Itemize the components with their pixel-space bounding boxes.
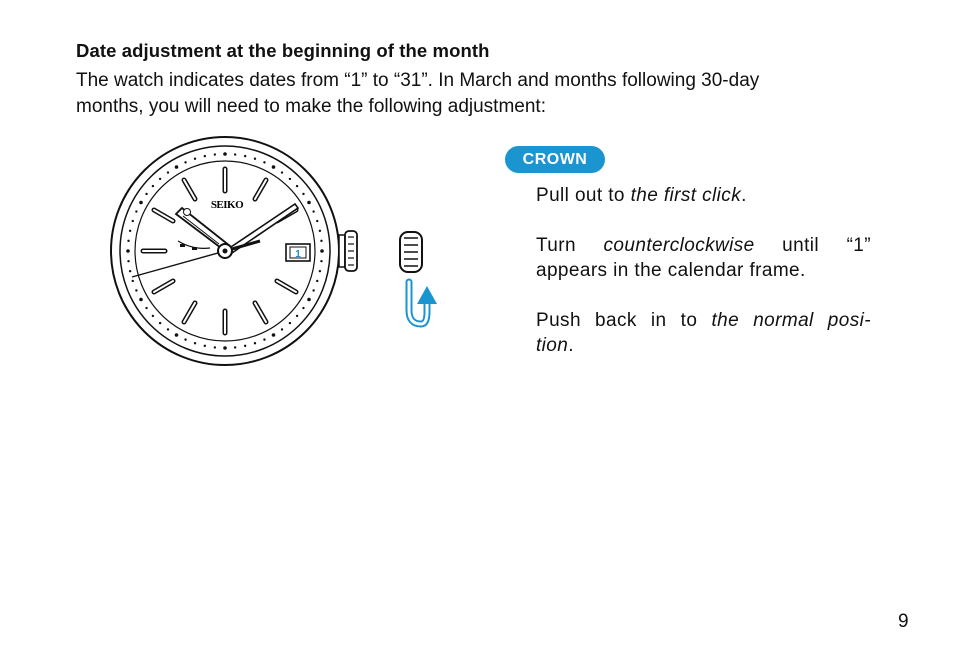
minute-dot bbox=[152, 185, 154, 187]
minute-dot bbox=[263, 161, 265, 163]
minute-dot bbox=[316, 280, 318, 282]
minute-dot bbox=[302, 193, 304, 195]
minute-dot bbox=[307, 298, 311, 302]
crown-icon bbox=[400, 232, 422, 272]
minute-dot bbox=[204, 155, 206, 157]
minute-dot bbox=[214, 346, 216, 348]
minute-dot bbox=[129, 230, 131, 232]
counterclockwise-arrow-icon bbox=[409, 282, 437, 324]
step-turn-line-1: Turn counterclockwise until “1” bbox=[536, 235, 872, 256]
minute-dot bbox=[272, 333, 276, 337]
minute-dot bbox=[139, 201, 143, 205]
minute-dot bbox=[319, 270, 321, 272]
minute-dot bbox=[244, 345, 246, 347]
step-push-line-1: Push back in to the normal posi- bbox=[536, 310, 871, 331]
crown-label-badge: CROWN bbox=[505, 146, 605, 173]
minute-dot bbox=[145, 193, 147, 195]
minute-dot bbox=[307, 201, 311, 205]
minute-dot bbox=[320, 249, 324, 253]
minute-dot bbox=[194, 342, 196, 344]
minute-dot bbox=[159, 178, 161, 180]
intro-paragraph bbox=[76, 68, 896, 120]
minute-dot bbox=[302, 307, 304, 309]
minute-dot bbox=[127, 240, 129, 242]
minute-dot bbox=[296, 315, 298, 317]
watch-brand-logo: SEIKO bbox=[210, 199, 244, 211]
minute-dot bbox=[159, 322, 161, 324]
crown-on-case bbox=[339, 231, 357, 271]
minute-dot bbox=[214, 153, 216, 155]
minute-dot bbox=[244, 155, 246, 157]
step-push-back bbox=[536, 308, 871, 358]
minute-dot bbox=[204, 345, 206, 347]
minute-dot bbox=[234, 153, 236, 155]
minute-dot bbox=[152, 315, 154, 317]
minute-dot bbox=[175, 333, 179, 337]
minute-dot bbox=[139, 298, 143, 302]
minute-dot bbox=[281, 328, 283, 330]
minute-dot bbox=[223, 152, 227, 156]
minute-dot bbox=[312, 210, 314, 212]
minute-dot bbox=[281, 171, 283, 173]
minute-dot bbox=[175, 165, 179, 169]
minute-dot bbox=[312, 289, 314, 291]
minute-dot bbox=[319, 230, 321, 232]
minute-dot bbox=[132, 280, 134, 282]
minute-dot bbox=[126, 249, 130, 253]
minute-dot bbox=[289, 178, 291, 180]
minute-dot bbox=[135, 210, 137, 212]
minute-dot bbox=[320, 260, 322, 262]
step-push-line-2: tion. bbox=[536, 335, 574, 356]
minute-dot bbox=[254, 158, 256, 160]
date-window-value: 1 bbox=[295, 249, 301, 260]
minute-dot bbox=[289, 322, 291, 324]
step-turn-line-2: appears in the calendar frame. bbox=[536, 260, 806, 281]
minute-dot bbox=[184, 338, 186, 340]
minute-dot bbox=[167, 328, 169, 330]
page-number: 9 bbox=[898, 611, 909, 632]
minute-dot bbox=[132, 220, 134, 222]
minute-dot bbox=[145, 307, 147, 309]
section-heading: Date adjustment at the beginning of the month bbox=[76, 40, 490, 61]
intro-line-2: months, you will need to make the following adjustment: bbox=[76, 96, 546, 117]
step-pull-out: Pull out to the first click. bbox=[536, 185, 747, 206]
minute-dot bbox=[254, 342, 256, 344]
minute-dot bbox=[296, 185, 298, 187]
minute-dot bbox=[272, 165, 276, 169]
minute-dot bbox=[184, 161, 186, 163]
minute-dot bbox=[135, 289, 137, 291]
minute-dot bbox=[167, 171, 169, 173]
watch-illustration bbox=[108, 134, 468, 374]
minute-dot bbox=[234, 346, 236, 348]
minute-dot bbox=[127, 260, 129, 262]
minute-dot bbox=[263, 338, 265, 340]
instruction-steps bbox=[536, 183, 871, 383]
step-turn bbox=[536, 233, 871, 283]
minute-dot bbox=[194, 158, 196, 160]
minute-dot bbox=[129, 270, 131, 272]
minute-dot bbox=[320, 240, 322, 242]
minute-dot bbox=[223, 346, 227, 350]
intro-line-1: The watch indicates dates from “1” to “31”. In March and months following 30-day bbox=[76, 70, 760, 91]
minute-dot bbox=[316, 220, 318, 222]
